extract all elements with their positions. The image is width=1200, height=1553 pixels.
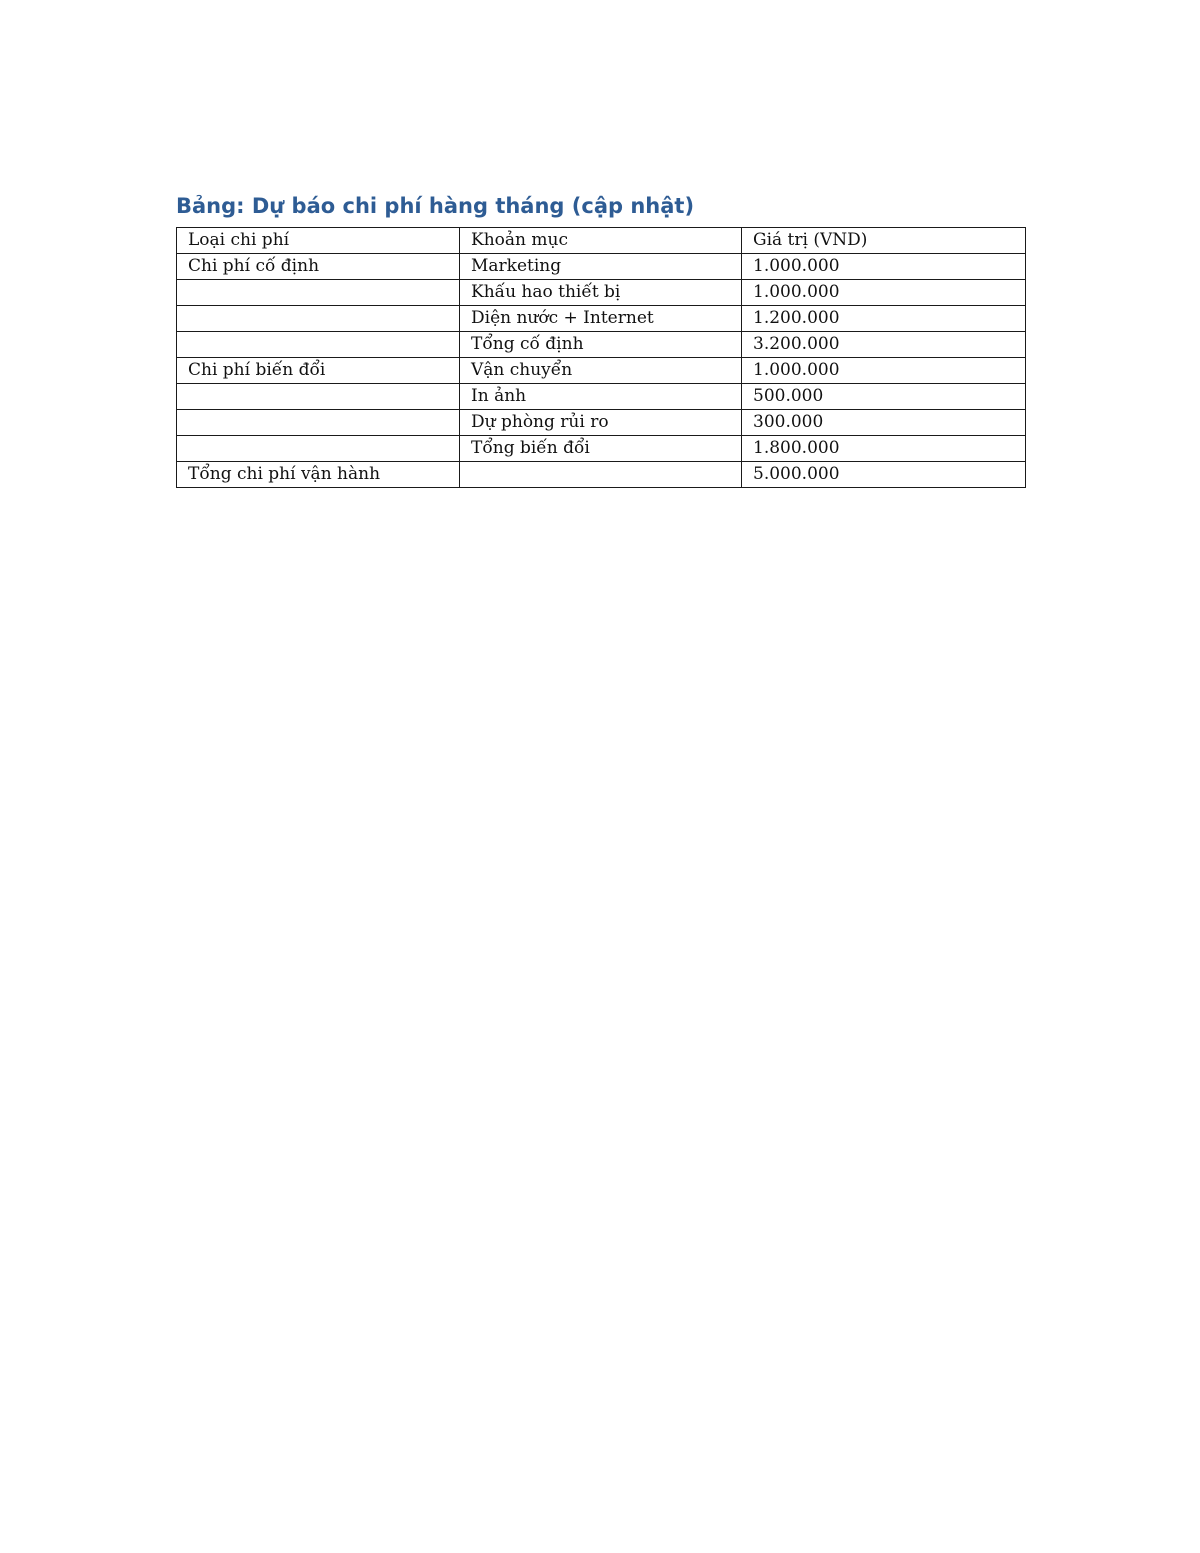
cost-type-cell [177,280,460,306]
cost-type-cell: Chi phí biến đổi [177,358,460,384]
table-row [177,358,1026,384]
value-cell: 1.000.000 [742,358,1026,384]
table-row [177,306,1026,332]
item-cell: In ảnh [460,384,742,410]
table-row [177,254,1026,280]
table-row [177,384,1026,410]
table-row [177,410,1026,436]
item-cell: Marketing [460,254,742,280]
table-total-row [177,462,1026,488]
table-header-row [177,228,1026,254]
value-cell: 5.000.000 [742,462,1026,488]
header-value: Giá trị (VND) [742,228,1026,254]
cost-type-cell: Tổng chi phí vận hành [177,462,460,488]
value-cell: 3.200.000 [742,332,1026,358]
value-cell: 1.000.000 [742,280,1026,306]
cost-type-cell [177,410,460,436]
cost-type-cell [177,436,460,462]
cost-forecast-table [176,227,1026,488]
item-cell [460,462,742,488]
cost-type-cell [177,306,460,332]
header-cost-type: Loại chi phí [177,228,460,254]
item-cell: Dự phòng rủi ro [460,410,742,436]
value-cell: 1.800.000 [742,436,1026,462]
table-row [177,280,1026,306]
item-cell: Khấu hao thiết bị [460,280,742,306]
table-row [177,332,1026,358]
cost-type-cell [177,332,460,358]
table-row [177,436,1026,462]
value-cell: 300.000 [742,410,1026,436]
cost-type-cell: Chi phí cố định [177,254,460,280]
item-cell: Tổng biến đổi [460,436,742,462]
item-cell: Tổng cố định [460,332,742,358]
table-title: Bảng: Dự báo chi phí hàng tháng (cập nhật) [176,194,695,218]
item-cell: Vận chuyển [460,358,742,384]
item-cell: Diện nước + Internet [460,306,742,332]
cost-type-cell [177,384,460,410]
value-cell: 1.200.000 [742,306,1026,332]
value-cell: 500.000 [742,384,1026,410]
header-item: Khoản mục [460,228,742,254]
value-cell: 1.000.000 [742,254,1026,280]
